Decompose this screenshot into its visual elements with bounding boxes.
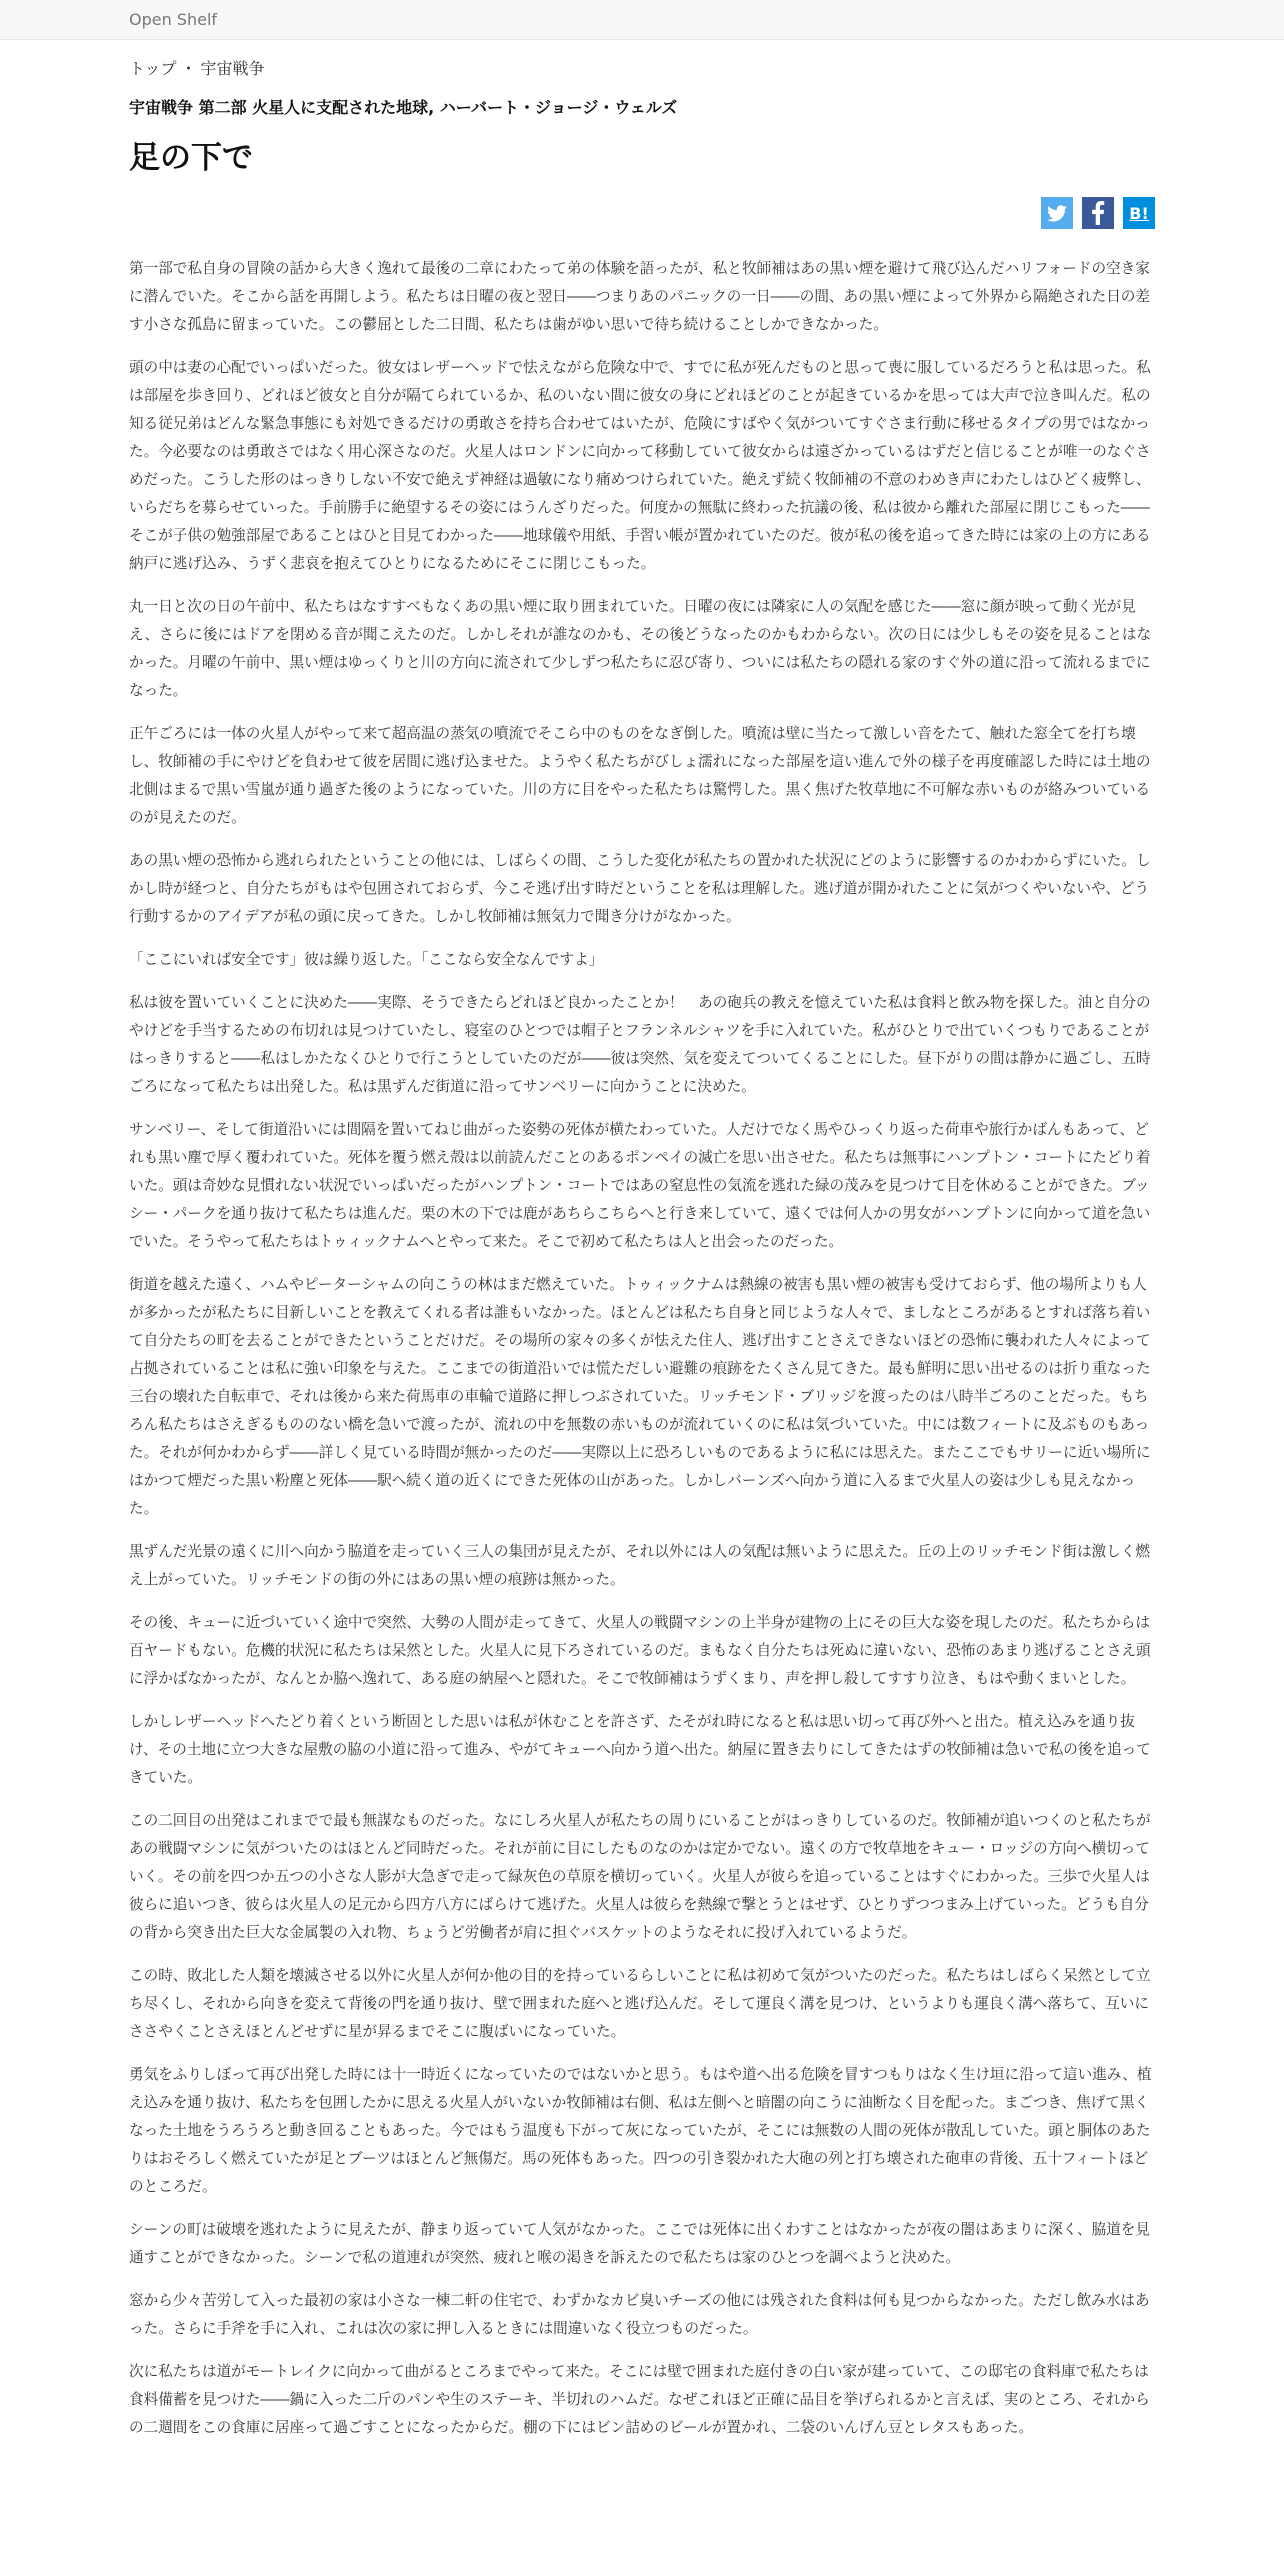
facebook-icon	[1091, 201, 1105, 225]
hatena-bookmark-icon: B!	[1129, 203, 1149, 223]
top-navbar	[0, 0, 1284, 40]
body-paragraph: その後、キューに近づいていく途中で突然、大勢の人間が走ってきて、火星人の戦闘マシンの上半身が建物の上にその巨大な姿を現したのだ。私たちからは百ヤードもない。危機的状況に私たちは呆然とした。火星人に見下ろされているのだ。まもなく自分たちは死ぬに違いない、恐怖のあまり逃げることさえ頭に浮かばなかったが、なんとか脇へ逸れて、ある庭の納屋へと隠れた。そこで牧師補はうずくまり、声を押し殺してすすり泣き、もはや動くまいとした。	[129, 1614, 1151, 1688]
body-paragraph: 第一部で私自身の冒険の話から大きく逸れて最後の二章にわたって弟の体験を語ったが、私と牧師補はあの黒い煙を避けて飛び込んだハリフォードの空き家に潜んでいた。そこから話を再開しよう。私たちは日曜の夜と翌日――つまりあのパニックの一日――の間、あの黒い煙によって外界から隔絶された日の差す小さな孤島に留まっていた。この鬱屈とした二日間、私たちは歯がゆい思いで待ち続けることしかできなかった。	[129, 260, 1150, 334]
hatena-bookmark-button[interactable]	[1123, 197, 1155, 229]
body-paragraph: 街道を越えた遠く、ハムやピーターシャムの向こうの林はまだ燃えていた。トゥィックナムは熱線の被害も黒い煙の被害も受けておらず、他の場所よりも人が多かったが私たちに目新しいことを教えてくれる者は誰もいなかった。ほとんどは私たち自身と同じような人々で、ましなところがあるとすれば落ち着いて自分たちの町を去ることができたということだけだ。その場所の家々の多くが怯えた住人、逃げ出すことさえできないほどの恐怖に襲われた人々によって占拠されていることは私に強い印象を与えた。ここまでの街道沿いでは慌ただしい避難の痕跡をたくさん見てきた。最も鮮明に思い出せるのは折り重なった三台の壊れた自転車で、それは後から来た荷馬車の車輪で道路に押しつぶされていた。リッチモンド・ブリッジを渡ったのは八時半ごろのことだった。もちろん私たちはさえぎるもののない橋を急いで渡ったが、流れの中を無数の赤いものが流れていくのに私は気づいていた。中には数フィートに及ぶものもあった。それが何かわからず――詳しく見ている時間が無かったのだ――実際以上に恐ろしいものであるように私には思えた。またここでもサリーに近い場所にはかつて煙だった黒い粉塵と死体――駅へ続く道の近くにできた死体の山があった。しかしバーンズへ向かう道に入るまで火星人の姿は少しも見えなかった。	[129, 1276, 1151, 1518]
brand-link[interactable]: Open Shelf	[129, 10, 218, 29]
body-paragraph: あの黒い煙の恐怖から逃れられたということの他には、しばらくの間、こうした変化が私たちの置かれた状況にどのように影響するのかわからずにいた。しかし時が経つと、自分たちがもはや包囲されておらず、今こそ逃げ出す時だということを私は理解した。逃げ道が開かれたことに気がつくやいないや、どう行動するかのアイデアが私の頭に戻ってきた。しかし牧師補は無気力で聞き分けがなかった。	[129, 852, 1151, 926]
book-subtitle: 宇宙戦争 第二部 火星人に支配された地球, ハーバート・ジョージ・ウェルズ	[129, 98, 678, 117]
body-paragraph: 勇気をふりしぼって再び出発した時には十一時近くになっていたのではないかと思う。もはや道へ出る危険を冒すつもりはなく生け垣に沿って這い進み、植え込みを通り抜け、私たちを包囲したかに思える火星人がいないか牧師補は右側、私は左側へと暗闇の向こうに油断なく目を配った。まごつき、焦げて黒くなった土地をうろうろと動き回ることもあった。今ではもう温度も下がって灰になっていたが、そこには無数の人間の死体が散乱していた。頭と胴体のあたりはおそろしく燃えていたが足とブーツはほとんど無傷だ。馬の死体もあった。四つの引き裂かれた大砲の列と打ち壊された砲車の背後、五十フィートほどのところだ。	[129, 2066, 1152, 2196]
facebook-share-button[interactable]	[1082, 197, 1114, 229]
breadcrumb-separator: ・	[180, 59, 197, 78]
body-paragraph: サンベリー、そして街道沿いには間隔を置いてねじ曲がった姿勢の死体が横たわっていた。人だけでなく馬やひっくり返った荷車や旅行かばんもあって、どれも黒い塵で厚く覆われていた。死体を覆う燃え殻は以前読んだことのあるポンペイの滅亡を思い出させた。私たちは無事にハンプトン・コートにたどり着いた。頭は奇妙な見慣れない状況でいっぱいだったがハンプトン・コートではあの窒息性の気流を逃れた緑の茂みを見つけて目を休めることができた。ブッシー・パークを通り抜けて私たちは進んだ。栗の木の下では鹿があちらこちらへと行き来していて、遠くでは何人かの男女がハンプトンに向かって道を急いでいた。そうやって私たちはトゥィックナムへとやって来た。そこで初めて私たちは人と出会ったのだった。	[129, 1121, 1151, 1251]
chapter-body	[129, 255, 1155, 2442]
main-content	[129, 56, 1155, 2442]
share-buttons	[129, 197, 1155, 229]
twitter-share-button[interactable]	[1041, 197, 1073, 229]
body-paragraph: 正午ごろには一体の火星人がやって来て超高温の蒸気の噴流でそこら中のものをなぎ倒した。噴流は壁に当たって激しい音をたて、触れた窓全てを打ち壊し、牧師補の手にやけどを負わせて彼を居間に逃げ込ませた。ようやく私たちがびしょ濡れになった部屋を這い進んで外の様子を再度確認した時には土地の北側はまるで黒い雪嵐が通り過ぎた後のようになっていた。川の方に目をやった私たちは驚愕した。黒く焦げた牧草地に不可解な赤いものが絡みついているのが見えたのだ。	[129, 725, 1151, 827]
body-paragraph: 頭の中は妻の心配でいっぱいだった。彼女はレザーヘッドで怯えながら危険な中で、すでに私が死んだものと思って喪に服しているだろうと私は思った。私は部屋を歩き回り、どれほど彼女と自分が隔てられているか、私のいない間に彼女の身にどれほどのことが起きているかを思っては大声で泣き叫んだ。私の知る従兄弟はどんな緊急事態にも対処できるだけの勇敢さを持ち合わせてはいたが、危険にすばやく気がついてすぐさま行動に移せるタイプの男ではなかった。今必要なのは勇敢さではなく用心深さなのだ。火星人はロンドンに向かって移動していて彼女からは遠ざかっているはずだと信じることが唯一のなぐさめだった。こうした形のはっきりしない不安で絶えず神経は過敏になり痛めつけられていた。絶えず続く牧師補の不意のわめき声にわたしはひどく疲弊し、いらだちを募らせていった。手前勝手に絶望するその姿にはうんざりだった。何度かの無駄に終わった抗議の後、私は彼から離れた部屋に閉じこもった――そこが子供の勉強部屋であることはひと目見てわかった――地球儀や用紙、手習い帳が置かれていたのだ。彼が私の後を追ってきた時には家の上の方にある納戸に逃げ込み、うずく悲哀を抱えてひとりになるためにそこに閉じこもった。	[129, 359, 1151, 573]
breadcrumb	[129, 56, 1155, 79]
body-paragraph: 「ここにいれば安全です」彼は繰り返した。「ここなら安全なんですよ」	[129, 951, 604, 969]
chapter-title: 足の下で	[129, 140, 253, 176]
body-paragraph: しかしレザーヘッドへたどり着くという断固とした思いは私が休むことを許さず、たそがれ時になると私は思い切って再び外へと出た。植え込みを通り抜け、その土地に立つ大きな屋敷の脇の小道に沿って進み、やがてキューへ向かう道へ出た。納屋に置き去りにしてきたはずの牧師補は急いで私の後を追ってきていた。	[129, 1713, 1151, 1787]
body-paragraph: この二回目の出発はこれまでで最も無謀なものだった。なにしろ火星人が私たちの周りにいることがはっきりしているのだ。牧師補が追いつくのと私たちがあの戦闘マシンに気がついたのはほとんど同時だった。それが前に目にしたものなのかは定かでない。遠くの方で牧草地をキュー・ロッジの方向へ横切っていく。その前を四つか五つの小さな人影が大急ぎで走って緑灰色の草原を横切っていく。火星人が彼らを追っていることはすぐにわかった。三歩で火星人は彼らに追いつき、彼らは火星人の足元から四方八方にばらけて逃げた。火星人は彼らを熱線で撃とうとはせず、ひとりずつつまみ上げていった。どうも自分の背から突き出た巨大な金属製の入れ物、ちょうど労働者が肩に担ぐバスケットのようなそれに投げ入れているようだ。	[129, 1812, 1151, 1942]
body-paragraph: 次に私たちは道がモートレイクに向かって曲がるところまでやって来た。そこには壁で囲まれた庭付きの白い家が建っていて、この邸宅の食料庫で私たちは食料備蓄を見つけた――鍋に入った二斤のパンや生のステーキ、半切れのハムだ。なぜこれほど正確に品目を挙げられるかと言えば、実のところ、それからの二週間をこの食庫に居座って過ごすことになったからだ。棚の下にはビン詰めのビールが置かれ、二袋のいんげん豆とレタスもあった。	[129, 2363, 1150, 2437]
body-paragraph: シーンの町は破壊を逃れたように見えたが、静まり返っていて人気がなかった。ここでは死体に出くわすことはなかったが夜の闇はあまりに深く、脇道を見通すことができなかった。シーンで私の道連れが突然、疲れと喉の渇きを訴えたので私たちは家のひとつを調べようと決めた。	[129, 2221, 1150, 2267]
body-paragraph: 丸一日と次の日の午前中、私たちはなすすべもなくあの黒い煙に取り囲まれていた。日曜の夜には隣家に人の気配を感じた――窓に顔が映って動く光が見え、さらに後にはドアを閉める音が聞こえたのだ。しかしそれが誰なのかも、その後どうなったのかもわからない。次の日には少しもその姿を見ることはなかった。月曜の午前中、黒い煙はゆっくりと川の方向に流されて少しずつ私たちに忍び寄り、ついには私たちの隠れる家のすぐ外の道に沿って流れるまでになった。	[129, 598, 1152, 700]
breadcrumb-home-link[interactable]: トップ	[129, 59, 177, 78]
body-paragraph: 窓から少々苦労して入った最初の家は小さな一棟二軒の住宅で、わずかなカビ臭いチーズの他には残された食料は何も見つからなかった。ただし飲み水はあった。さらに手斧を手に入れ、これは次の家に押し入るときには間違いなく役立つものだった。	[129, 2292, 1150, 2338]
body-paragraph: 私は彼を置いていくことに決めた――実際、そうできたらどれほど良かったことか！ あの砲兵の教えを憶えていた私は食料と飲み物を探した。油と自分のやけどを手当するための布切れは見つけていたし、寝室のひとつでは帽子とフランネルシャツを手に入れていた。私がひとりで出ていくつもりであることがはっきりすると――私はしかたなくひとりで行こうとしていたのだが――彼は突然、気を変えてついてくることにした。昼下がりの間は静かに過ごし、五時ごろになって私たちは出発した。私は黒ずんだ街道に沿ってサンベリーに向かうことに決めた。	[129, 994, 1151, 1096]
body-paragraph: この時、敗北した人類を壊滅させる以外に火星人が何か他の目的を持っているらしいことに私は初めて気がついたのだった。私たちはしばらく呆然として立ち尽くし、それから向きを変えて背後の門を通り抜け、壁で囲まれた庭へと逃げ込んだ。そして運良く溝を見つけ、というよりも運良く溝へ落ちて、互いにささやくことさえほとんどせずに星が昇るまでそこに腹ばいになっていた。	[129, 1967, 1151, 2041]
body-paragraph: 黒ずんだ光景の遠くに川へ向かう脇道を走っていく三人の集団が見えたが、それ以外には人の気配は無いように思えた。丘の上のリッチモンド街は激しく燃え上がっていた。リッチモンドの街の外にはあの黒い煙の痕跡は無かった。	[129, 1543, 1150, 1589]
twitter-icon	[1047, 205, 1067, 222]
breadcrumb-current-link[interactable]: 宇宙戦争	[200, 59, 265, 78]
